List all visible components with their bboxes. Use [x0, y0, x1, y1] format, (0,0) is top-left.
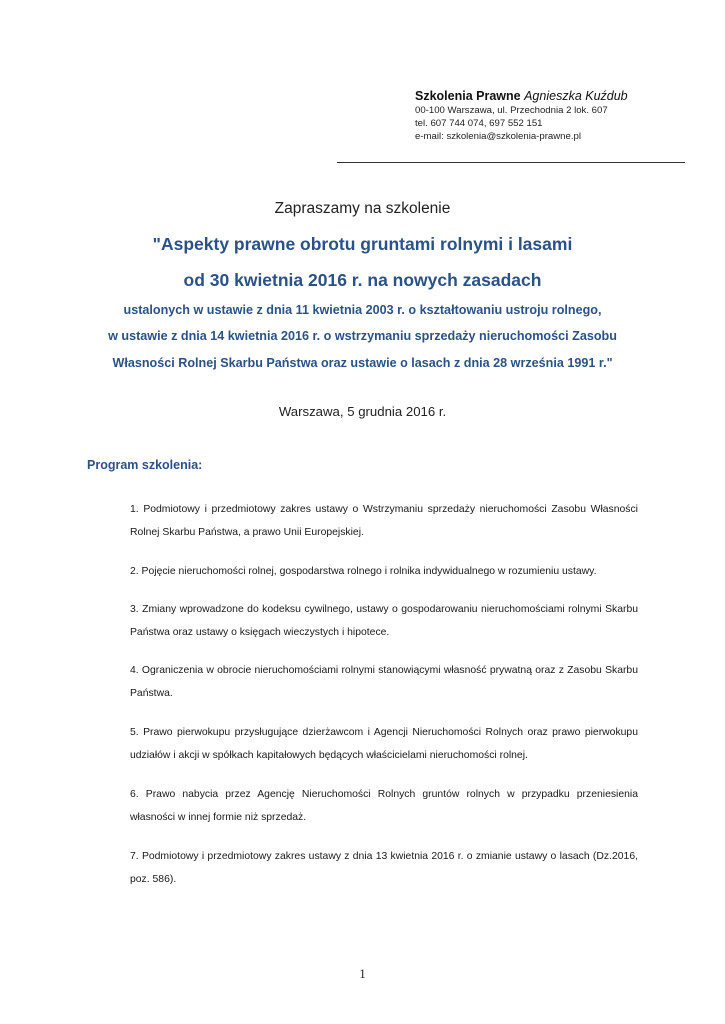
subtitle-line-3: Własności Rolnej Skarbu Państwa oraz ustawie o lasach z dnia 28 września 1991 r."	[112, 356, 613, 370]
header-divider	[337, 162, 685, 163]
company-email: e-mail: szkolenia@szkolenia-prawne.pl	[415, 131, 581, 142]
event-date: Warszawa, 5 grudnia 2016 r.	[278, 404, 447, 419]
letterhead	[415, 88, 705, 143]
invite-text: Zapraszamy na szkolenie	[274, 200, 451, 217]
company-phone: tel. 607 744 074, 697 552 151	[415, 118, 543, 129]
subtitle-line-1: ustalonych w ustawie z dnia 11 kwietnia 2003 r. o kształtowaniu ustroju rolnego,	[123, 303, 602, 317]
company-address: 00-100 Warszawa, ul. Przechodnia 2 lok. 607	[415, 105, 608, 116]
program-item: 4. Ograniczenia w obrocie nieruchomościami rolnymi stanowiącymi własność prywatną oraz z Zasobu Skarbu Państwa.	[130, 665, 638, 699]
program-item: 1. Podmiotowy i przedmiotowy zakres ustawy o Wstrzymaniu sprzedaży nieruchomości Zasobu Własności Rolnej Skarbu Państwa, a prawo Unii Europejskiej.	[130, 504, 638, 538]
company-label: Szkolenia Prawne	[415, 89, 521, 103]
owner-name: Agnieszka Kuźdub	[524, 89, 628, 103]
program-item: 6. Prawo nabycia przez Agencję Nieruchomości Rolnych gruntów rolnych w przypadku przeniesienia własności w innej formie niż sprzedaż.	[130, 789, 638, 823]
title-line-2: od 30 kwietnia 2016 r. na nowych zasadach	[183, 270, 542, 290]
program-item: 2. Pojęcie nieruchomości rolnej, gospodarstwa rolnego i rolnika indywidualnego w rozumieniu ustawy.	[130, 566, 597, 577]
program-item: 5. Prawo pierwokupu przysługujące dzierżawcom i Agencji Nieruchomości Rolnych oraz prawo pierwokupu udziałów i akcji w spółkach kapitałowych będących właścicielami nieruchomości rolnej.	[130, 727, 638, 761]
title-line-1: "Aspekty prawne obrotu gruntami rolnymi i lasami	[152, 234, 573, 254]
page-number: 1	[359, 966, 366, 981]
program-item: 7. Podmiotowy i przedmiotowy zakres ustawy z dnia 13 kwietnia 2016 r. o zmianie ustawy o lasach (Dz.2016, poz. 586).	[130, 851, 638, 885]
subtitle-line-2: w ustawie z dnia 14 kwietnia 2016 r. o wstrzymaniu sprzedaży nieruchomości Zasobu	[108, 329, 617, 343]
program-item: 3. Zmiany wprowadzone do kodeksu cywilnego, ustawy o gospodarowaniu nieruchomościami rolnymi Skarbu Państwa oraz ustawy o księgach wieczystych i hipotece.	[130, 604, 638, 638]
company-name	[415, 88, 705, 104]
program-heading: Program szkolenia:	[87, 458, 203, 472]
